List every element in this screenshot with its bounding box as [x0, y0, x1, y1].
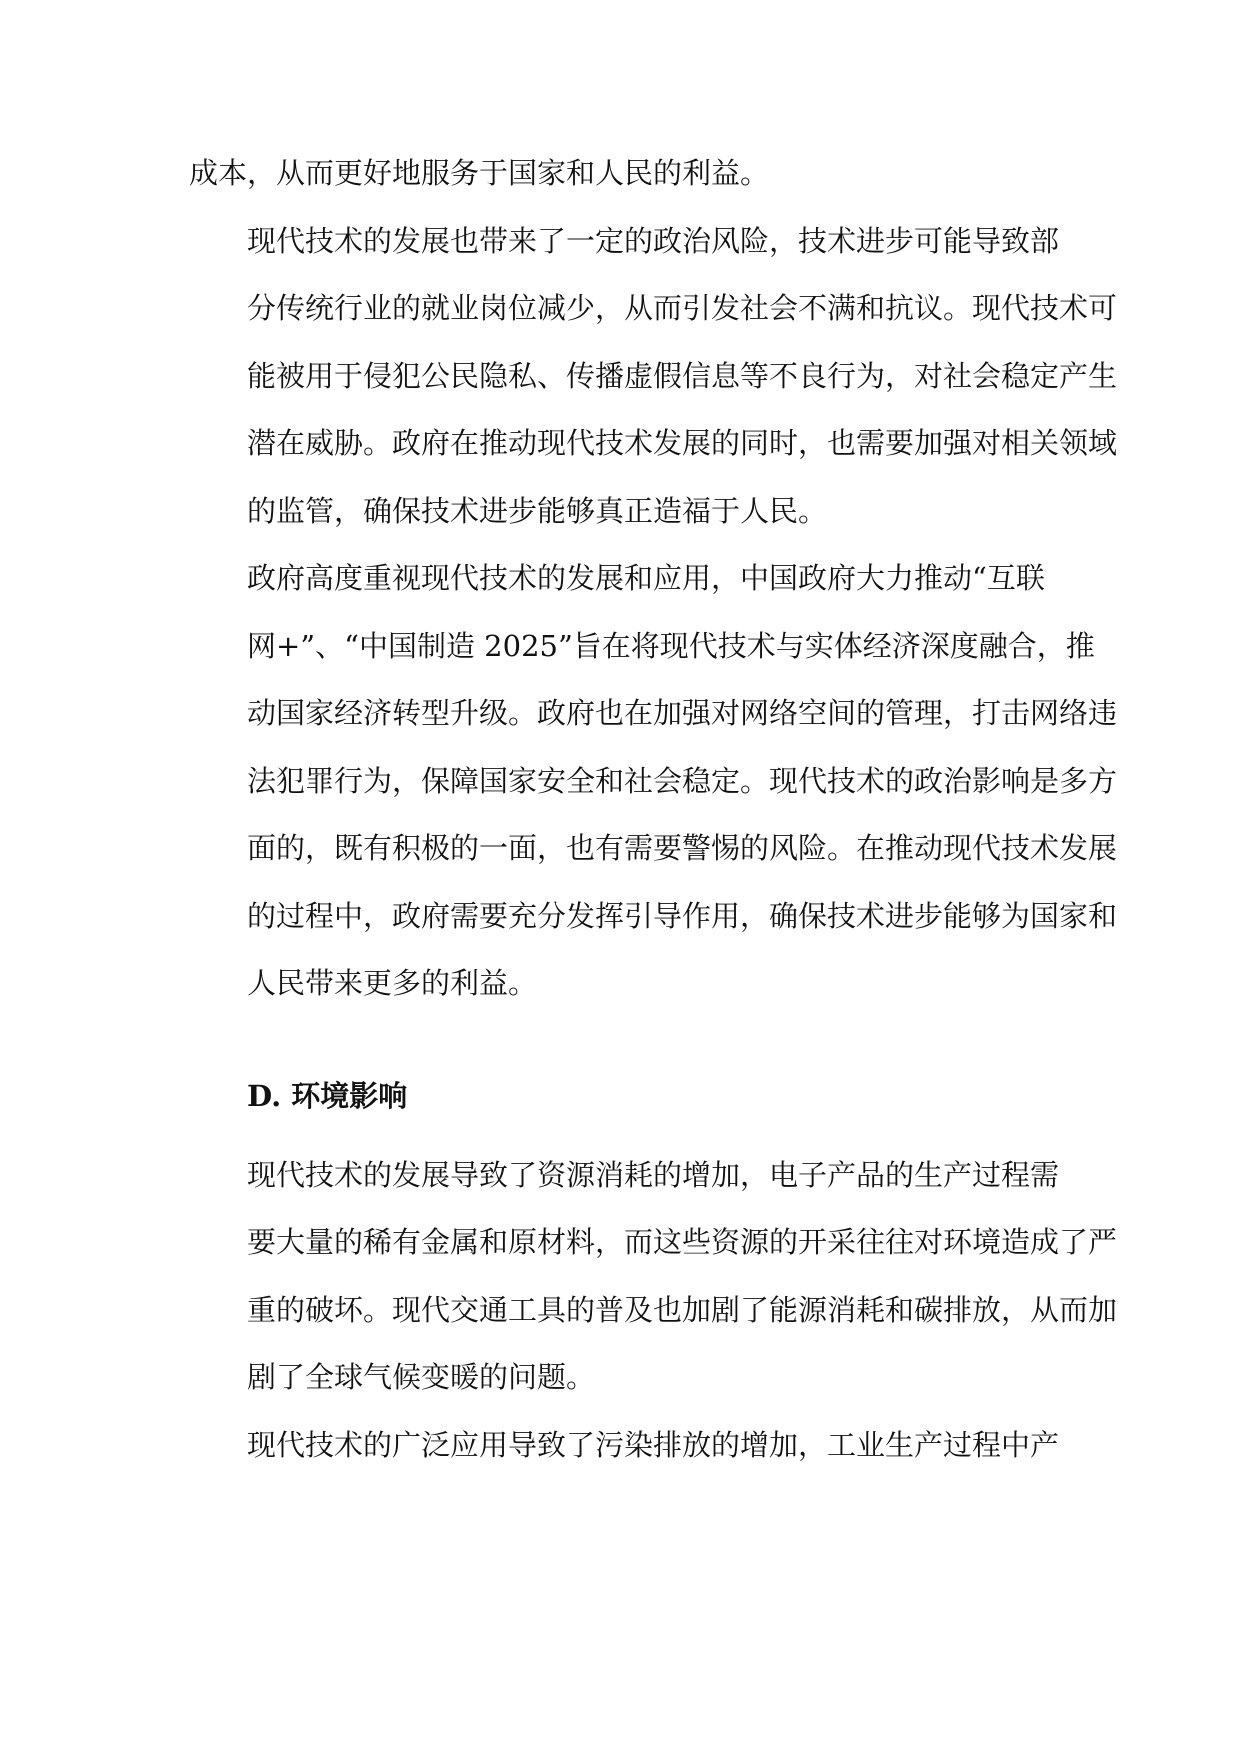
text-line: 政府高度重视现代技术的发展和应用，中国政府大力推动“互联	[247, 561, 1045, 595]
text-line: 潜在威胁。政府在推动现代技术发展的同时，也需要加强对相关领域	[247, 426, 1118, 460]
text-line: 的过程中，政府需要充分发挥引导作用，确保技术进步能够为国家和	[247, 898, 1118, 933]
text-line: 成本，从而更好地服务于国家和人民的利益。	[189, 156, 770, 190]
text-line: 现代技术的发展也带来了一定的政治风险，技术进步可能导致部	[247, 223, 1060, 258]
body-paragraph	[189, 140, 1059, 208]
text-line: 面的，既有积极的一面，也有需要警惕的风险。在推动现代技术发展	[247, 831, 1118, 865]
section-heading: D. 环境影响	[247, 1078, 408, 1113]
text-line: 动国家经济转型升级。政府也在加强对网络空间的管理，打击网络违	[247, 696, 1118, 730]
text-line: 重的破坏。现代交通工具的普及也加剧了能源消耗和碳排放，从而加	[247, 1292, 1118, 1327]
text-line: 分传统行业的就业岗位减少，从而引发社会不满和抗议。现代技术可	[247, 291, 1118, 325]
text-line: 要大量的稀有金属和原材料，而这些资源的开采往往对环境造成了严	[247, 1225, 1118, 1259]
paragraphs-after-section	[189, 1142, 1118, 1480]
text-line: 人民带来更多的利益。	[247, 966, 538, 1000]
text-line: 剧了全球气候变暖的问题。	[247, 1360, 596, 1394]
body-paragraph	[189, 1142, 1118, 1412]
body-paragraph	[189, 208, 1118, 546]
text-line: 的监管，确保技术进步能够真正造福于人民。	[247, 493, 828, 528]
text-line: 现代技术的广泛应用导致了污染排放的增加，工业生产过程中产	[247, 1427, 1060, 1462]
text-line: 能被用于侵犯公民隐私、传播虚假信息等不良行为，对社会稳定产生	[247, 358, 1118, 393]
body-paragraph	[189, 1412, 1059, 1480]
spacer	[189, 1116, 1059, 1142]
paragraphs-before-section	[189, 140, 1118, 1018]
body-paragraph	[189, 545, 1118, 1018]
document-page	[189, 140, 1118, 1479]
text-line: 现代技术的发展导致了资源消耗的增加，电子产品的生产过程需	[247, 1157, 1060, 1192]
text-line: 法犯罪行为，保障国家安全和社会稳定。现代技术的政治影响是多方	[247, 763, 1118, 798]
spacer	[189, 1018, 1059, 1076]
text-line: 网+”、“中国制造 2025”旨在将现代技术与实体经济深度融合，推	[247, 628, 1095, 663]
